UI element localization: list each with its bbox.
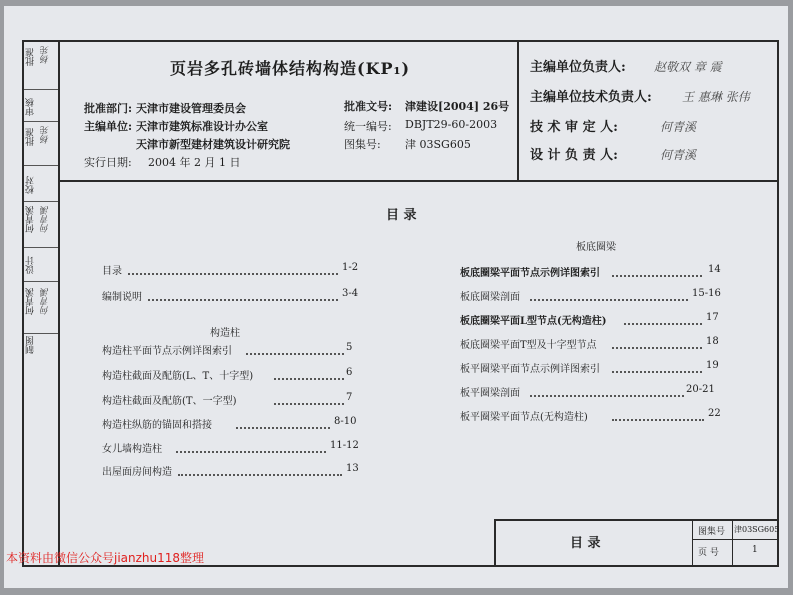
side-cell [24, 166, 58, 202]
title-block-atlas-label: 图集号 [698, 527, 726, 537]
toc-entry: 女儿墙构造柱 [102, 444, 162, 455]
title-block-split [732, 519, 733, 567]
toc-page: 18 [706, 336, 719, 347]
toc-entry: 板平圈梁剖面 [460, 388, 520, 399]
toc-section-heading: 构造柱 [210, 328, 240, 339]
header-split [517, 42, 519, 180]
date-label: 实行日期: [84, 156, 132, 169]
editor-unit-1: 天津市建筑标准设计办公室 [136, 120, 268, 133]
toc-entry: 目录 [102, 266, 122, 277]
toc-leader [178, 474, 342, 476]
watermark-text: 本资料由微信公众号jianzhu118整理 [6, 551, 205, 565]
doc-no: 津建设[2004] 26号 [405, 100, 510, 113]
signature-column [24, 42, 60, 565]
header-divider [58, 180, 779, 182]
toc-leader [530, 395, 684, 397]
responsible-signature: 赵敬双 章 震 [654, 60, 722, 74]
title-block-row [692, 539, 779, 540]
toc-entry: 板平圈梁平面节点(无构造柱) [460, 412, 588, 423]
side-cell [24, 122, 58, 166]
approve-dept-label: 批准部门: [84, 102, 133, 115]
sheet-title: 页岩多孔砖墙体结构构造(KP₁) [170, 59, 411, 78]
side-label: 批准 [26, 48, 36, 66]
toc-page: 17 [706, 312, 719, 323]
title-block-page: 1 [752, 545, 758, 555]
toc-page: 6 [346, 367, 353, 378]
side-signature: 杨宪 [41, 46, 51, 64]
atlas-no: 津 03SG605 [405, 138, 471, 151]
toc-page: 7 [346, 392, 353, 403]
title-block-page-label: 页 号 [698, 548, 719, 558]
title-block-atlas: 津03SG605 [734, 525, 780, 534]
toc-section-heading: 板底圈梁 [576, 242, 616, 253]
editor-unit-2: 天津市新型建材建筑设计研究院 [136, 138, 290, 151]
toc-entry: 编制说明 [102, 292, 142, 303]
side-cell [24, 282, 58, 334]
responsible-signature: 何青溪 [660, 120, 697, 134]
toc-leader [612, 275, 702, 277]
side-label: 设计 [26, 256, 36, 274]
atlas-label: 图集号: [344, 138, 381, 151]
toc-page: 8-10 [334, 416, 357, 427]
side-label: 校对 [26, 176, 36, 194]
side-label: 何青溪 [26, 206, 36, 233]
responsible-label: 设 计 负 责 人: [530, 148, 618, 163]
toc-entry: 构造柱截面及配筋(T、一字型) [102, 396, 237, 407]
responsible-label: 主编单位技术负责人: [530, 90, 652, 105]
toc-entry: 构造柱纵筋的锚固和搭接 [102, 420, 212, 431]
approve-dept: 天津市建设管理委员会 [136, 102, 246, 115]
responsible-label: 技 术 审 定 人: [530, 120, 618, 135]
title-block-top [494, 519, 779, 521]
side-signature: 杨宪 [41, 126, 51, 144]
side-signature: 何青溪 [41, 206, 51, 233]
toc-page: 11-12 [330, 440, 359, 451]
toc-title: 目 录 [386, 208, 417, 223]
side-cell [24, 42, 58, 90]
unified-no: DBJT29-60-2003 [405, 118, 498, 131]
toc-leader [176, 451, 326, 453]
side-cell [24, 248, 58, 282]
toc-leader [612, 347, 702, 349]
responsible-label: 主编单位负责人: [530, 60, 626, 75]
toc-page: 15-16 [692, 288, 721, 299]
toc-leader [624, 323, 702, 325]
title-block-name: 目 录 [570, 536, 601, 551]
toc-page: 13 [346, 463, 359, 474]
toc-leader [128, 273, 338, 275]
toc-page: 1-2 [342, 262, 359, 273]
toc-entry: 板底圈梁剖面 [460, 292, 520, 303]
title-block-left [494, 519, 496, 567]
side-label: 制图 [26, 336, 36, 354]
drawing-frame [22, 40, 779, 567]
toc-leader [612, 419, 704, 421]
title-block-split [692, 519, 693, 567]
side-cell [24, 334, 58, 356]
toc-page: 5 [346, 342, 353, 353]
effective-date: 2004 年 2 月 1 日 [148, 156, 241, 169]
side-label: 批准 [26, 128, 36, 146]
toc-page: 3-4 [342, 288, 359, 299]
editor-label: 主编单位: [84, 120, 133, 133]
toc-entry: 板底圈梁平面节点示例详图索引 [460, 268, 600, 279]
responsible-signature: 何青溪 [660, 148, 697, 162]
side-cell [24, 202, 58, 248]
toc-page: 19 [706, 360, 719, 371]
toc-entry: 板平圈梁平面节点示例详图索引 [460, 364, 600, 375]
toc-leader [246, 353, 344, 355]
toc-entry: 板底圈梁平面L型节点(无构造柱) [460, 316, 607, 327]
toc-page: 20-21 [686, 384, 715, 395]
side-cell [24, 90, 58, 122]
toc-leader [274, 378, 344, 380]
toc-entry: 出屋面房间构造 [102, 467, 172, 478]
toc-leader [530, 299, 688, 301]
side-label: 审核 [26, 98, 36, 116]
drawing-sheet [4, 6, 788, 588]
toc-leader [612, 371, 702, 373]
toc-page: 22 [708, 408, 721, 419]
toc-leader [274, 403, 344, 405]
side-label: 何青溪 [26, 288, 36, 315]
side-signature: 何青溪 [41, 288, 51, 315]
toc-entry: 板底圈梁平面T型及十字型节点 [460, 340, 597, 351]
toc-entry: 构造柱截面及配筋(L、T、十字型) [102, 371, 254, 382]
toc-leader [236, 427, 330, 429]
toc-entry: 构造柱平面节点示例详图索引 [102, 346, 232, 357]
toc-page: 14 [708, 264, 721, 275]
doc-no-label: 批准文号: [344, 100, 393, 113]
responsible-signature: 王 惠琳 张伟 [682, 90, 750, 104]
toc-leader [148, 299, 338, 301]
unified-label: 统一编号: [344, 120, 392, 133]
